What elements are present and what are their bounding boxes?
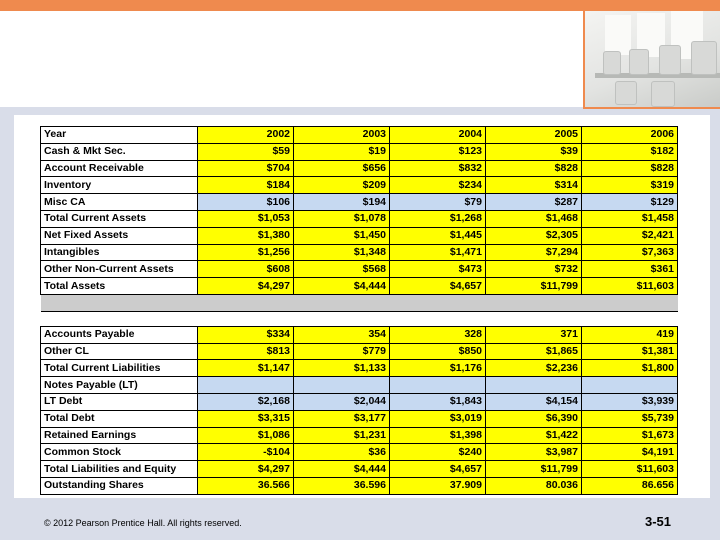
table-row bbox=[41, 360, 678, 377]
value-cell: $3,987 bbox=[486, 444, 582, 461]
value-cell: 36.566 bbox=[198, 477, 294, 494]
value-cell bbox=[198, 377, 294, 394]
value-cell: $287 bbox=[486, 194, 582, 211]
value-cell: 36.596 bbox=[294, 477, 390, 494]
top-accent-bar bbox=[0, 0, 720, 11]
value-cell: $4,657 bbox=[390, 278, 486, 295]
row-label: Total Current Liabilities bbox=[41, 360, 198, 377]
value-cell: $1,471 bbox=[390, 244, 486, 261]
value-cell: 371 bbox=[486, 326, 582, 343]
row-label: Total Liabilities and Equity bbox=[41, 461, 198, 478]
value-cell: $4,191 bbox=[582, 444, 678, 461]
value-cell: $11,799 bbox=[486, 278, 582, 295]
row-label: LT Debt bbox=[41, 393, 198, 410]
value-cell bbox=[486, 377, 582, 394]
value-cell: $59 bbox=[198, 143, 294, 160]
value-cell: $1,450 bbox=[294, 227, 390, 244]
value-cell: $568 bbox=[294, 261, 390, 278]
value-cell: 37.909 bbox=[390, 477, 486, 494]
value-cell: $1,086 bbox=[198, 427, 294, 444]
value-cell bbox=[390, 377, 486, 394]
table-row bbox=[41, 461, 678, 478]
value-cell: $7,363 bbox=[582, 244, 678, 261]
year-cell: 2005 bbox=[486, 127, 582, 144]
value-cell: $7,294 bbox=[486, 244, 582, 261]
row-label: Year bbox=[41, 127, 198, 144]
value-cell: $1,673 bbox=[582, 427, 678, 444]
value-cell: $3,315 bbox=[198, 410, 294, 427]
table-header-row bbox=[41, 127, 678, 144]
value-cell: $1,268 bbox=[390, 210, 486, 227]
value-cell: $1,176 bbox=[390, 360, 486, 377]
table-row bbox=[41, 194, 678, 211]
value-cell: $334 bbox=[198, 326, 294, 343]
value-cell: $1,458 bbox=[582, 210, 678, 227]
value-cell: 328 bbox=[390, 326, 486, 343]
value-cell: $828 bbox=[486, 160, 582, 177]
value-cell: $2,044 bbox=[294, 393, 390, 410]
value-cell: $2,421 bbox=[582, 227, 678, 244]
value-cell: $608 bbox=[198, 261, 294, 278]
year-cell: 2004 bbox=[390, 127, 486, 144]
value-cell: $106 bbox=[198, 194, 294, 211]
value-cell: $828 bbox=[582, 160, 678, 177]
table-row bbox=[41, 177, 678, 194]
value-cell: $2,168 bbox=[198, 393, 294, 410]
value-cell: $234 bbox=[390, 177, 486, 194]
table-row bbox=[41, 410, 678, 427]
value-cell: $1,398 bbox=[390, 427, 486, 444]
value-cell: $19 bbox=[294, 143, 390, 160]
year-cell: 2003 bbox=[294, 127, 390, 144]
value-cell: $39 bbox=[486, 143, 582, 160]
value-cell: 419 bbox=[582, 326, 678, 343]
value-cell: $129 bbox=[582, 194, 678, 211]
value-cell: $1,256 bbox=[198, 244, 294, 261]
section-separator bbox=[41, 294, 678, 311]
row-label: Net Fixed Assets bbox=[41, 227, 198, 244]
year-cell: 2002 bbox=[198, 127, 294, 144]
value-cell: 354 bbox=[294, 326, 390, 343]
table-row bbox=[41, 326, 678, 343]
row-label: Outstanding Shares bbox=[41, 477, 198, 494]
table-row bbox=[41, 160, 678, 177]
value-cell: $704 bbox=[198, 160, 294, 177]
row-label: Misc CA bbox=[41, 194, 198, 211]
value-cell: $1,865 bbox=[486, 343, 582, 360]
value-cell: 86.656 bbox=[582, 477, 678, 494]
conference-room-photo bbox=[583, 11, 720, 109]
table-row bbox=[41, 444, 678, 461]
row-label: Total Assets bbox=[41, 278, 198, 295]
financial-statement-table bbox=[40, 126, 678, 495]
copyright-notice: © 2012 Pearson Prentice Hall. All rights reserved. bbox=[44, 518, 242, 528]
value-cell: -$104 bbox=[198, 444, 294, 461]
value-cell: $79 bbox=[390, 194, 486, 211]
value-cell: $182 bbox=[582, 143, 678, 160]
row-label: Notes Payable (LT) bbox=[41, 377, 198, 394]
value-cell: $1,445 bbox=[390, 227, 486, 244]
value-cell: $361 bbox=[582, 261, 678, 278]
row-label: Cash & Mkt Sec. bbox=[41, 143, 198, 160]
row-label: Other Non-Current Assets bbox=[41, 261, 198, 278]
table-row bbox=[41, 210, 678, 227]
value-cell: $1,381 bbox=[582, 343, 678, 360]
value-cell: $2,236 bbox=[486, 360, 582, 377]
value-cell: $1,422 bbox=[486, 427, 582, 444]
row-label: Accounts Payable bbox=[41, 326, 198, 343]
value-cell: $11,603 bbox=[582, 461, 678, 478]
value-cell: $1,133 bbox=[294, 360, 390, 377]
value-cell: $2,305 bbox=[486, 227, 582, 244]
value-cell: $473 bbox=[390, 261, 486, 278]
table-row bbox=[41, 244, 678, 261]
value-cell: $314 bbox=[486, 177, 582, 194]
row-label: Total Current Assets bbox=[41, 210, 198, 227]
value-cell: $4,444 bbox=[294, 461, 390, 478]
value-cell: $4,154 bbox=[486, 393, 582, 410]
slide-number: 3-51 bbox=[645, 514, 672, 529]
section-spacer bbox=[41, 311, 678, 326]
table-row bbox=[41, 227, 678, 244]
value-cell: $319 bbox=[582, 177, 678, 194]
value-cell: $209 bbox=[294, 177, 390, 194]
value-cell: $11,603 bbox=[582, 278, 678, 295]
value-cell bbox=[294, 377, 390, 394]
value-cell: 80.036 bbox=[486, 477, 582, 494]
value-cell: $732 bbox=[486, 261, 582, 278]
value-cell: $779 bbox=[294, 343, 390, 360]
value-cell: $36 bbox=[294, 444, 390, 461]
value-cell: $3,019 bbox=[390, 410, 486, 427]
value-cell: $4,297 bbox=[198, 278, 294, 295]
table-row bbox=[41, 427, 678, 444]
value-cell: $1,078 bbox=[294, 210, 390, 227]
table-row bbox=[41, 143, 678, 160]
value-cell: $194 bbox=[294, 194, 390, 211]
value-cell: $6,390 bbox=[486, 410, 582, 427]
row-label: Other CL bbox=[41, 343, 198, 360]
table-row bbox=[41, 278, 678, 295]
value-cell: $1,231 bbox=[294, 427, 390, 444]
value-cell: $4,297 bbox=[198, 461, 294, 478]
row-label: Account Receivable bbox=[41, 160, 198, 177]
value-cell: $1,380 bbox=[198, 227, 294, 244]
year-cell: 2006 bbox=[582, 127, 678, 144]
table-row bbox=[41, 343, 678, 360]
row-label: Total Debt bbox=[41, 410, 198, 427]
value-cell: $850 bbox=[390, 343, 486, 360]
value-cell: $1,348 bbox=[294, 244, 390, 261]
value-cell: $832 bbox=[390, 160, 486, 177]
row-label: Inventory bbox=[41, 177, 198, 194]
table-row bbox=[41, 477, 678, 494]
value-cell: $184 bbox=[198, 177, 294, 194]
value-cell: $11,799 bbox=[486, 461, 582, 478]
row-label: Intangibles bbox=[41, 244, 198, 261]
value-cell: $4,444 bbox=[294, 278, 390, 295]
table-row bbox=[41, 393, 678, 410]
row-label: Retained Earnings bbox=[41, 427, 198, 444]
value-cell: $3,177 bbox=[294, 410, 390, 427]
value-cell: $1,053 bbox=[198, 210, 294, 227]
value-cell: $3,939 bbox=[582, 393, 678, 410]
row-label: Common Stock bbox=[41, 444, 198, 461]
value-cell: $1,843 bbox=[390, 393, 486, 410]
value-cell: $813 bbox=[198, 343, 294, 360]
table-row bbox=[41, 261, 678, 278]
value-cell: $1,468 bbox=[486, 210, 582, 227]
value-cell: $1,147 bbox=[198, 360, 294, 377]
value-cell: $4,657 bbox=[390, 461, 486, 478]
value-cell: $123 bbox=[390, 143, 486, 160]
value-cell: $656 bbox=[294, 160, 390, 177]
value-cell bbox=[582, 377, 678, 394]
value-cell: $5,739 bbox=[582, 410, 678, 427]
value-cell: $240 bbox=[390, 444, 486, 461]
table-row bbox=[41, 377, 678, 394]
value-cell: $1,800 bbox=[582, 360, 678, 377]
